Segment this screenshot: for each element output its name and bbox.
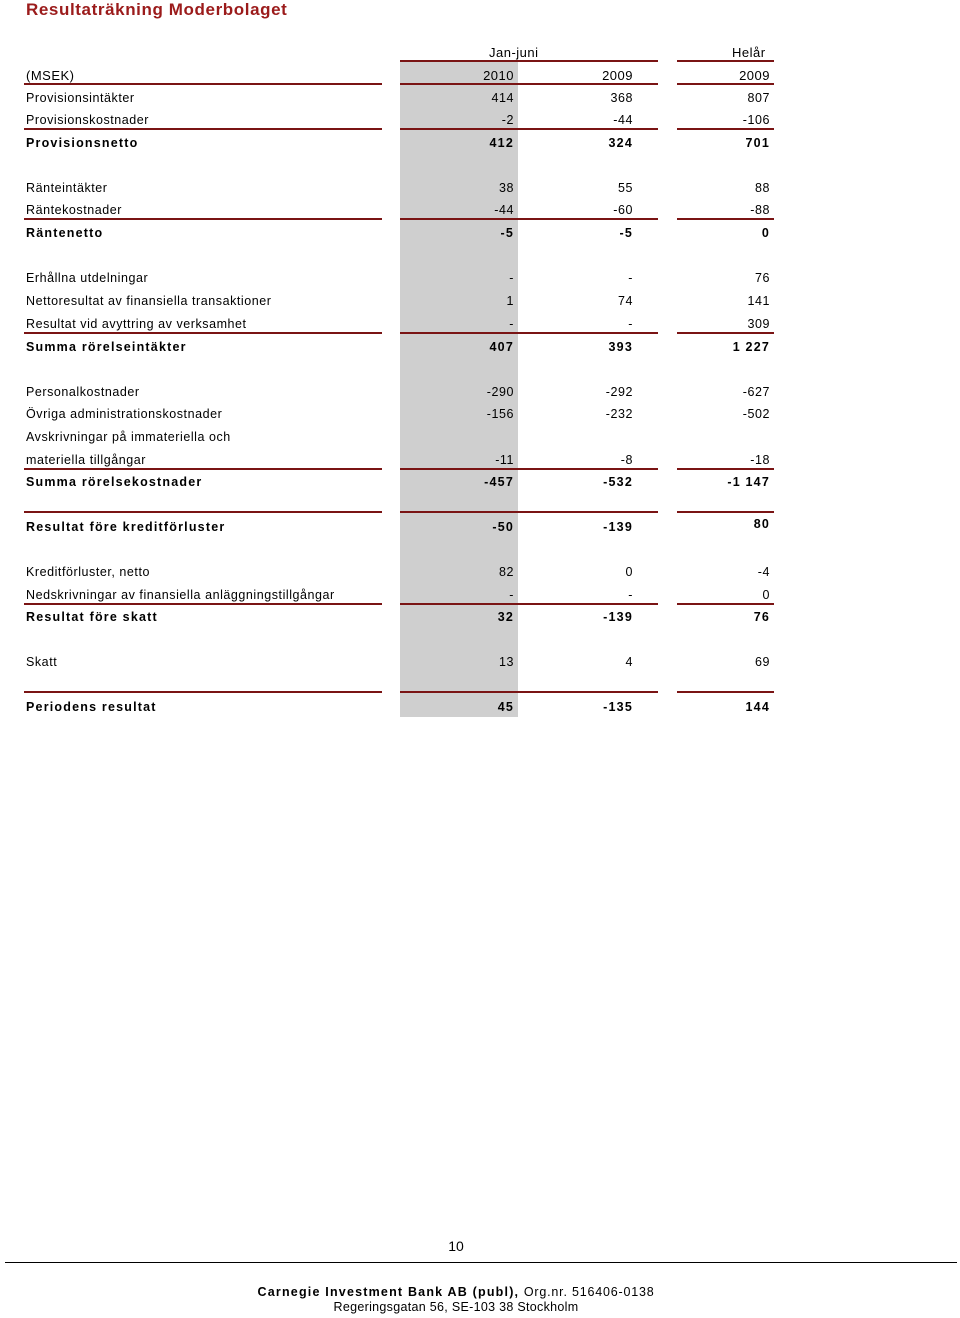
row-value-2010: 407 [489, 340, 514, 354]
row-label: Nedskrivningar av finansiella anläggningstillgångar [26, 588, 335, 602]
row-value-2009-full: 0 [762, 588, 770, 602]
row-value-2010: -44 [494, 203, 514, 217]
row-value-2010: 1 [506, 294, 514, 308]
row-value-2009-h1: -135 [603, 700, 633, 714]
row-underline-label [24, 128, 382, 130]
row-value-2009-h1: 368 [610, 91, 633, 105]
row-topline-col3 [677, 691, 774, 693]
row-value-2009-full: 76 [754, 271, 770, 285]
row-underline-col3 [677, 332, 774, 334]
header-full-year-group: Helår [732, 45, 766, 60]
row-value-2010: 13 [498, 655, 514, 669]
row-label: Resultat vid avyttring av verksamhet [26, 317, 247, 331]
row-topline-col12 [400, 511, 658, 513]
row-value-2009-full: 76 [753, 610, 770, 624]
row-label: materiella tillgångar [26, 453, 146, 467]
row-value-2009-full: -106 [742, 113, 770, 127]
row-value-2009-full: 88 [754, 181, 770, 195]
row-underline-label [24, 218, 382, 220]
row-label: Erhållna utdelningar [26, 271, 149, 285]
header-rule-period [400, 60, 658, 62]
footer-company: Carnegie Investment Bank AB (publ), [257, 1285, 524, 1299]
row-value-2009-h1: -532 [603, 475, 633, 489]
row-value-2009-h1: -292 [605, 385, 633, 399]
row-value-2009-full: 144 [745, 700, 770, 714]
row-value-2009-h1: 393 [608, 340, 633, 354]
row-underline-label [24, 603, 382, 605]
row-topline-col3 [677, 511, 774, 513]
row-label: Räntenetto [26, 226, 104, 240]
row-value-2010: 414 [491, 91, 514, 105]
footer-company-line [0, 1285, 912, 1299]
row-value-2010: -5 [500, 226, 514, 240]
row-value-2009-full: 807 [747, 91, 770, 105]
row-underline-col3 [677, 218, 774, 220]
row-value-2009-h1: -8 [620, 453, 633, 467]
header-unit: (MSEK) [26, 68, 75, 83]
row-underline-col3 [677, 128, 774, 130]
row-underline-label [24, 468, 382, 470]
row-value-2009-full: 69 [754, 655, 770, 669]
row-value-2010: 38 [498, 181, 514, 195]
page-number: 10 [448, 1238, 464, 1254]
row-value-2010: 45 [497, 700, 514, 714]
row-value-2009-full: 0 [761, 226, 770, 240]
row-label: Periodens resultat [26, 700, 157, 714]
row-value-2010: - [509, 317, 514, 331]
row-topline-label [24, 511, 382, 513]
row-value-2009-full: 309 [747, 317, 770, 331]
row-label: Provisionskostnader [26, 113, 150, 127]
row-label: Provisionsintäkter [26, 91, 135, 105]
row-underline-col12 [400, 603, 658, 605]
row-label: Resultat före kreditförluster [26, 520, 226, 534]
row-label: Resultat före skatt [26, 610, 158, 624]
header-rule-col12 [400, 83, 658, 85]
row-value-2009-full: 1 227 [732, 340, 770, 354]
footer-divider [5, 1262, 957, 1263]
row-value-2009-h1: 4 [625, 655, 633, 669]
row-value-2010: -11 [495, 453, 514, 467]
row-label: Avskrivningar på immateriella och [26, 430, 231, 444]
row-value-2009-h1: -5 [619, 226, 633, 240]
page-title: Resultaträkning Moderbolaget [26, 0, 288, 19]
row-label: Räntekostnader [26, 203, 122, 217]
row-label: Personalkostnader [26, 385, 140, 399]
header-rule-col3 [677, 83, 774, 85]
row-value-2009-h1: 55 [617, 181, 633, 195]
header-col2: 2009 [602, 68, 633, 83]
header-rule-full-year [677, 60, 774, 62]
row-value-2010: -2 [501, 113, 514, 127]
row-value-2009-full: -4 [757, 565, 770, 579]
row-underline-col12 [400, 218, 658, 220]
row-value-2010: 32 [497, 610, 514, 624]
row-topline-label [24, 691, 382, 693]
row-value-2010: -290 [486, 385, 514, 399]
row-label: Provisionsnetto [26, 136, 139, 150]
row-value-2010: 82 [498, 565, 514, 579]
header-col1: 2010 [483, 68, 514, 83]
row-value-2010: -50 [492, 520, 514, 534]
row-label: Summa rörelseintäkter [26, 340, 187, 354]
row-value-2009-full: 80 [753, 517, 770, 531]
row-value-2009-h1: - [628, 271, 633, 285]
row-underline-col12 [400, 332, 658, 334]
row-value-2009-full: -18 [750, 453, 770, 467]
row-value-2009-full: -627 [742, 385, 770, 399]
row-value-2009-full: 141 [747, 294, 770, 308]
row-value-2009-h1: 324 [608, 136, 633, 150]
header-period-group: Jan-juni [489, 45, 539, 60]
row-value-2009-h1: -139 [603, 520, 633, 534]
row-underline-col12 [400, 468, 658, 470]
row-value-2010: - [509, 588, 514, 602]
row-value-2009-h1: -139 [603, 610, 633, 624]
row-value-2009-full: -1 147 [727, 475, 770, 489]
row-value-2009-h1: 0 [625, 565, 633, 579]
row-value-2009-full: 701 [745, 136, 770, 150]
row-value-2009-h1: -60 [613, 203, 633, 217]
header-col3: 2009 [739, 68, 770, 83]
row-underline-col3 [677, 603, 774, 605]
row-value-2010: 412 [489, 136, 514, 150]
row-label: Summa rörelsekostnader [26, 475, 203, 489]
header-rule-label [24, 83, 382, 85]
footer-org-number: Org.nr. 516406-0138 [523, 1285, 655, 1299]
row-topline-col12 [400, 691, 658, 693]
row-value-2010: -156 [486, 407, 514, 421]
row-value-2009-full: -502 [742, 407, 770, 421]
row-value-2009-h1: - [628, 588, 633, 602]
row-value-2010: - [509, 271, 514, 285]
row-underline-col12 [400, 128, 658, 130]
row-label: Ränteintäkter [26, 181, 108, 195]
row-value-2009-h1: - [628, 317, 633, 331]
row-label: Kreditförluster, netto [26, 565, 150, 579]
footer-address: Regeringsgatan 56, SE-103 38 Stockholm [333, 1300, 579, 1314]
row-label: Skatt [26, 655, 58, 669]
row-underline-label [24, 332, 382, 334]
row-value-2009-h1: 74 [617, 294, 633, 308]
row-value-2009-h1: -232 [605, 407, 633, 421]
row-value-2009-full: -88 [750, 203, 770, 217]
row-underline-col3 [677, 468, 774, 470]
row-label: Nettoresultat av finansiella transaktioner [26, 294, 272, 308]
row-value-2009-h1: -44 [613, 113, 633, 127]
row-value-2010: -457 [484, 475, 514, 489]
row-label: Övriga administrationskostnader [26, 407, 223, 421]
